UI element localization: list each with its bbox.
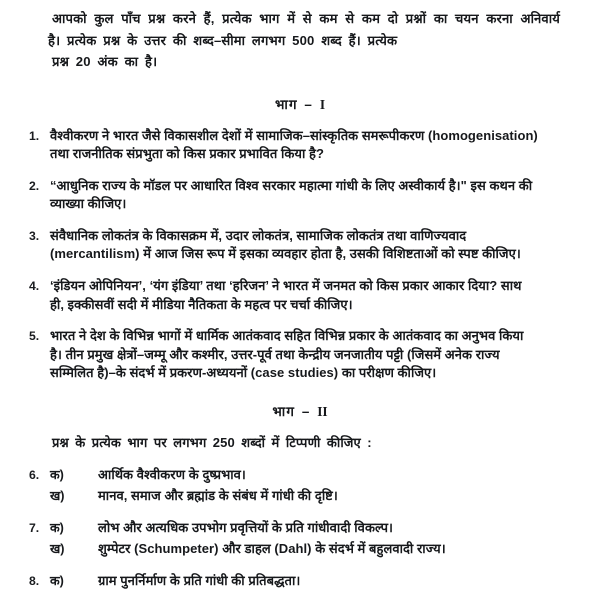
sub-question-text: ग्राम पुनर्निर्माण के प्रति गांधी की प्रतिबद्धता।	[98, 573, 301, 589]
question-line: वैश्वीकरण ने भारत जैसे विकासशील देशों में सामाजिक–सांस्कृतिक समरूपीकरण (homogenisation)	[50, 127, 538, 143]
sub-question-row	[18, 518, 582, 539]
question-line: ‘इंडियन ओपिनियन’, ‘यंग इंडिया’ तथा ‘हरिजन’ ने भारत में जनमत को किस प्रकार आकार दिया? साथ	[50, 278, 522, 294]
instructions-paragraph	[48, 8, 560, 73]
sub-question-text: लोभ और अत्यधिक उपभोग प्रवृत्तियों के प्रति गांधीवादी विकल्प।	[98, 520, 394, 536]
part-1-heading-label: भाग	[274, 96, 298, 112]
question-text	[50, 227, 582, 264]
part-2-heading-label: भाग	[272, 404, 295, 420]
instructions-line-2: करना अनिवार्य है। प्रत्येक प्रश्न के उत्तर की शब्द–सीमा लगभग 500 शब्द हैं। प्रत्येक	[48, 11, 561, 48]
sub-question-text: आर्थिक वैश्वीकरण के दुष्प्रभाव।	[98, 467, 246, 483]
question-number: 8.	[29, 574, 40, 589]
question-line: तथा राजनीतिक संप्रभुता को किस प्रकार प्रभावित किया है?	[50, 146, 324, 162]
instructions-line-1: आपको कुल पाँच प्रश्न करने हैं, प्रत्येक भाग में से कम से कम दो प्रश्नों का चयन	[52, 11, 479, 26]
question-number: 4.	[29, 279, 40, 294]
sub-question-label: ख)	[50, 488, 65, 503]
question-line: है। तीन प्रमुख क्षेत्रों–जम्मू और कश्मीर, उत्तर-पूर्व तथा केन्द्रीय जनजातीय पट्टी (जिसमें अनेक राज्य	[50, 346, 500, 362]
question-number: 2.	[29, 178, 40, 193]
sub-question-row	[18, 571, 582, 592]
question-line: ही, इक्कीसवीं सदी में मीडिया नैतिकता के महत्व पर चर्चा कीजिए।	[50, 296, 353, 312]
sub-question-label: क)	[50, 521, 64, 536]
question-number: 6.	[29, 468, 40, 483]
question-line: संवैधानिक लोकतंत्र के विकासक्रम में, उदार लोकतंत्र, सामाजिक लोकतंत्र तथा वाणिज्यवाद	[50, 227, 467, 243]
part-1-heading-dash: –	[304, 96, 313, 112]
part-1-heading	[18, 95, 582, 113]
question-item	[18, 277, 582, 314]
question-number: 1.	[29, 128, 40, 143]
question-number: 3.	[29, 228, 40, 243]
part-2-question-list	[18, 465, 582, 592]
question-item	[18, 177, 582, 214]
sub-question-row	[18, 539, 582, 560]
question-group	[18, 518, 582, 559]
sub-question-row	[18, 465, 582, 486]
question-line: (mercantilism) में आज जिस रूप में इसका व्यवहार होता है, उसकी विशिष्टताओं को स्पष्ट कीजिए।	[50, 246, 521, 262]
question-text	[50, 277, 582, 314]
instructions-line-3: प्रश्न 20 अंक का है।	[52, 54, 158, 69]
question-line: भारत ने देश के विभिन्न भागों में धार्मिक आतंकवाद सहित विभिन्न प्रकार के आतंकवाद का अनुभव किया	[50, 328, 524, 344]
sub-question-text: मानव, समाज और ब्रह्मांड के संबंध में गांधी की दृष्टि।	[98, 487, 338, 503]
part-2-heading-dash: –	[301, 404, 311, 420]
part-2-heading	[18, 402, 582, 420]
sub-question-label: क)	[50, 468, 64, 483]
question-group	[18, 465, 582, 506]
question-line: सम्मिलित है)–के संदर्भ में प्रकरण-अध्ययनों (case studies) का परीक्षण कीजिए।	[50, 365, 437, 381]
question-text	[50, 127, 582, 164]
question-line: व्याख्या कीजिए।	[50, 196, 127, 212]
part-2-heading-numeral: II	[317, 404, 328, 420]
question-item	[18, 227, 582, 264]
sub-question-text: शुम्पेटर (Schumpeter) और डाहल (Dahl) के संदर्भ में बहुलवादी राज्य।	[98, 540, 446, 556]
question-text	[50, 327, 582, 383]
sub-question-label: ख)	[50, 541, 65, 556]
sub-question-row	[18, 486, 582, 507]
part-2-instruction: प्रश्न के प्रत्येक भाग पर लगभग 250 शब्दों में टिप्पणी कीजिए :	[52, 435, 372, 451]
part-1-heading-numeral: I	[319, 96, 326, 112]
question-group	[18, 571, 582, 592]
question-item	[18, 327, 582, 383]
question-item	[18, 127, 582, 164]
question-number: 7.	[29, 521, 40, 536]
sub-question-label: क)	[50, 574, 64, 589]
question-line: “आधुनिक राज्य के मॉडल पर आधारित विश्व सरकार महात्मा गांधी के लिए अस्वीकार्य है।" इस कथन की	[50, 177, 533, 193]
question-number: 5.	[29, 329, 40, 344]
question-text	[50, 177, 582, 214]
part-1-question-list	[18, 127, 582, 384]
